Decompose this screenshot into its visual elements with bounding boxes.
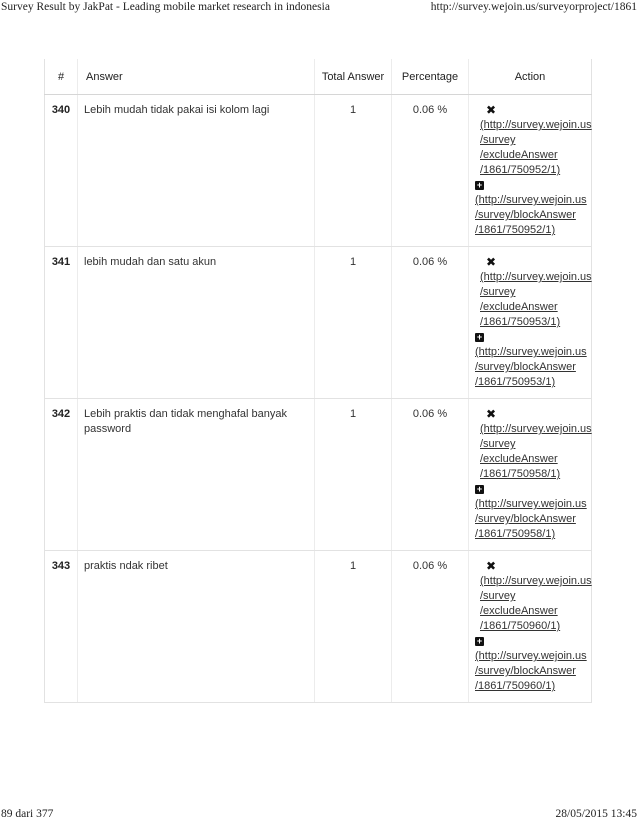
exclude-answer-url-line: /survey <box>480 590 516 602</box>
block-answer-url-line: (http://survey.wejoin.us <box>475 498 587 510</box>
document-url: http://survey.wejoin.us/surveyorproject/1861 <box>430 1 637 13</box>
table-row <box>45 551 592 703</box>
exclude-answer-url-line: (http://survey.wejoin.us <box>480 271 592 283</box>
row-number: 342 <box>45 399 78 551</box>
column-header-total-answer: Total Answer <box>315 59 392 95</box>
exclude-answer-url-line: /survey <box>480 134 516 146</box>
x-icon: ✖ <box>486 407 497 421</box>
block-answer-url-line: /1861/750953/1) <box>475 376 556 388</box>
column-header-answer: Answer <box>78 59 315 95</box>
percentage: 0.06 % <box>392 247 469 399</box>
plus-square-icon: + <box>476 483 483 494</box>
x-icon: ✖ <box>486 103 497 117</box>
exclude-answer-url-line: /survey <box>480 286 516 298</box>
exclude-answer-url-line: (http://survey.wejoin.us <box>480 423 592 435</box>
total-answer: 1 <box>315 551 392 703</box>
answer-text: Lebih mudah tidak pakai isi kolom lagi <box>78 95 315 247</box>
plus-square-icon: + <box>476 179 483 190</box>
percentage: 0.06 % <box>392 399 469 551</box>
exclude-answer-url-line: /excludeAnswer <box>480 301 558 313</box>
row-number: 343 <box>45 551 78 703</box>
page-number: 89 dari 377 <box>1 808 54 820</box>
exclude-answer-url-line: /1861/750953/1) <box>480 316 561 328</box>
block-answer-url-line: /1861/750958/1) <box>475 528 556 540</box>
total-answer: 1 <box>315 399 392 551</box>
action-cell <box>469 95 592 247</box>
block-answer-url-line: /1861/750952/1) <box>475 224 556 236</box>
exclude-answer-url-line: /1861/750960/1) <box>480 620 561 632</box>
row-number: 340 <box>45 95 78 247</box>
action-cell <box>469 399 592 551</box>
print-footer <box>0 807 638 825</box>
x-icon: ✖ <box>486 255 497 269</box>
block-answer-url-line: (http://survey.wejoin.us <box>475 194 587 206</box>
print-datetime: 28/05/2015 13:45 <box>555 808 637 820</box>
document-title: Survey Result by JakPat - Leading mobile market research in indonesia <box>1 1 330 13</box>
block-answer-link[interactable] <box>475 330 585 390</box>
exclude-answer-link[interactable] <box>475 255 592 330</box>
plus-square-icon: + <box>476 635 483 646</box>
block-answer-url-line: /survey/blockAnswer <box>475 361 576 373</box>
block-answer-url-line: /survey/blockAnswer <box>475 513 576 525</box>
column-header-percentage: Percentage <box>392 59 469 95</box>
action-cell <box>469 247 592 399</box>
exclude-answer-url-line: /1861/750952/1) <box>480 164 561 176</box>
percentage: 0.06 % <box>392 551 469 703</box>
exclude-answer-link[interactable] <box>475 407 592 482</box>
block-answer-link[interactable] <box>475 178 585 238</box>
exclude-answer-url-line: /excludeAnswer <box>480 605 558 617</box>
plus-square-icon: + <box>476 331 483 342</box>
answer-text: lebih mudah dan satu akun <box>78 247 315 399</box>
total-answer: 1 <box>315 247 392 399</box>
x-icon: ✖ <box>486 559 497 573</box>
exclude-answer-url-line: (http://survey.wejoin.us <box>480 119 592 131</box>
total-answer: 1 <box>315 95 392 247</box>
block-answer-link[interactable] <box>475 482 585 542</box>
table-row <box>45 247 592 399</box>
block-answer-url-line: /survey/blockAnswer <box>475 665 576 677</box>
exclude-answer-url-line: /excludeAnswer <box>480 149 558 161</box>
block-answer-link[interactable] <box>475 634 585 694</box>
answer-text: praktis ndak ribet <box>78 551 315 703</box>
exclude-answer-link[interactable] <box>475 559 592 634</box>
exclude-answer-url-line: /excludeAnswer <box>480 453 558 465</box>
column-header-action: Action <box>469 59 592 95</box>
block-answer-url-line: (http://survey.wejoin.us <box>475 346 587 358</box>
block-answer-url-line: (http://survey.wejoin.us <box>475 650 587 662</box>
print-header <box>0 0 638 18</box>
exclude-answer-url-line: /survey <box>480 438 516 450</box>
percentage: 0.06 % <box>392 95 469 247</box>
survey-results-table <box>44 59 592 703</box>
column-header-number: # <box>45 59 78 95</box>
block-answer-url-line: /1861/750960/1) <box>475 680 556 692</box>
exclude-answer-url-line: /1861/750958/1) <box>480 468 561 480</box>
block-answer-url-line: /survey/blockAnswer <box>475 209 576 221</box>
answer-text: Lebih praktis dan tidak menghafal banyak password <box>78 399 315 551</box>
table-row <box>45 95 592 247</box>
row-number: 341 <box>45 247 78 399</box>
table-row <box>45 399 592 551</box>
exclude-answer-link[interactable] <box>475 103 592 178</box>
action-cell <box>469 551 592 703</box>
table-header-row <box>45 59 592 95</box>
exclude-answer-url-line: (http://survey.wejoin.us <box>480 575 592 587</box>
